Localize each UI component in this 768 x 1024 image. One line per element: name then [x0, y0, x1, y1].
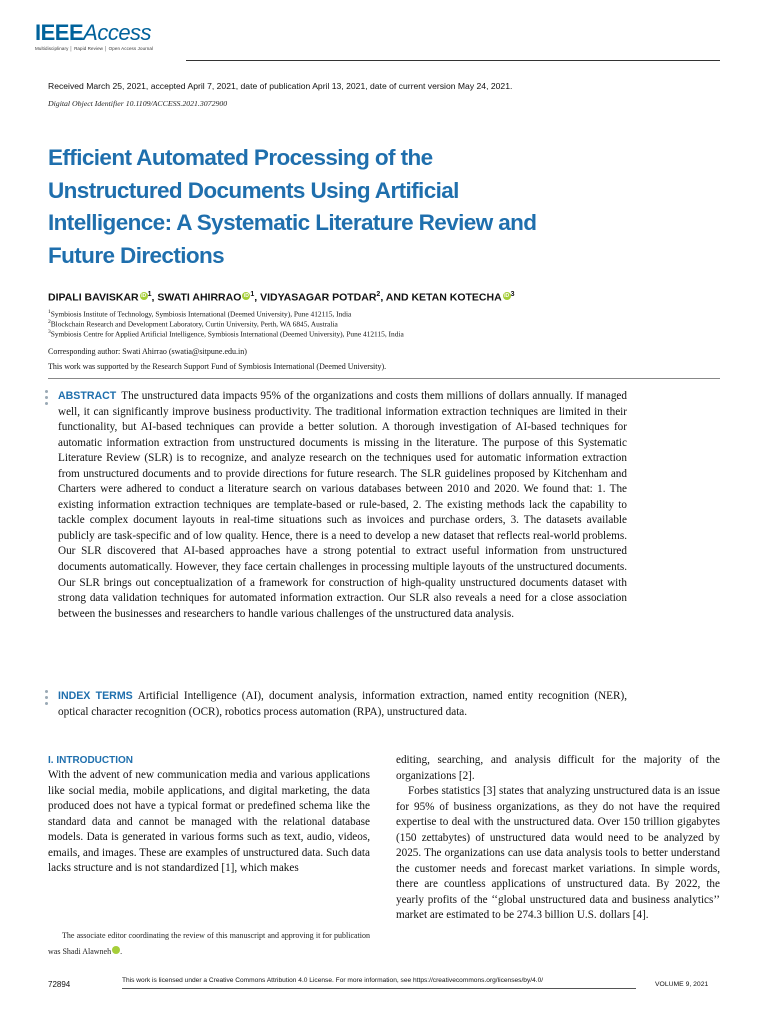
affiliation-text: Blockchain Research and Development Laboratory, Curtin University, Perth, WA 6845, Australia — [50, 319, 338, 329]
logo-ieee-text: IEEE — [35, 20, 84, 45]
index-terms-marker-icon — [45, 690, 49, 708]
author-list: DIPALI BAVISKAR iD $^1$, SWATI AHIRRAO iD $^1$, VIDYASAGAR POTDAR$^2$, AND KETAN KOTECHA iD $^3$ — [48, 291, 515, 304]
doi-line[interactable]: Digital Object Identifier 10.1109/ACCESS.2021.3072900 — [48, 99, 228, 108]
author-name: SWATI AHIRRAO — [157, 291, 242, 304]
footer-rule — [122, 988, 636, 989]
affiliation-text: Symbiosis Centre for Applied Artificial Intelligence, Symbiosis International (Deemed University), Pune 412115, India — [50, 329, 404, 339]
author-name: AND KETAN KOTECHA — [385, 291, 502, 304]
section-heading-introduction: I. INTRODUCTION — [48, 755, 133, 766]
index-terms-text: Artificial Intelligence (AI), document analysis, information extraction, named entity recognition (NER), optical character recognition (OCR), robotics process automation (RPA), unstructured data. — [58, 690, 627, 718]
section-rule — [48, 378, 720, 379]
paper-title: Efficient Automated Processing of the Unstructured Documents Using Artificial Intelligence: A Systematic Literature Review and Future Directions — [48, 145, 537, 268]
orcid-icon[interactable]: iD — [141, 292, 147, 299]
affiliation-text: Symbiosis Institute of Technology, Symbiosis International (Deemed University), Pune 412115, India — [50, 309, 352, 319]
index-terms-block — [58, 689, 627, 720]
page-number: 72894 — [48, 980, 71, 989]
intro-paragraph: Forbes statistics [3] states that analyzing unstructured data is an issue for 95% of business organizations, as they do not have the required expertise to deal with the unstructured data. Over 150 trillion gigabytes (150 zettabytes) of unstructured data would need to be analyzed by 2025. The organizations can use data analysis tools to better understand the customer needs and forecast market variations. In simple words, there are countless applications of unstructured data. By 2022, the yearly profits of the ‘‘global unstructured data and business analytics’’ market are estimated to be 274.3 billion U.S. dollars [4]. — [396, 785, 720, 922]
affiliation-sup: 1 — [48, 309, 51, 315]
journal-logo — [35, 20, 151, 46]
funding-note: This work was supported by the Research Support Fund of Symbiosis International (Deemed University). — [48, 362, 387, 371]
affiliation-item — [48, 328, 404, 339]
orcid-icon[interactable]: iD — [243, 292, 249, 299]
orcid-icon[interactable]: iD — [112, 946, 120, 954]
abstract-text: The unstructured data impacts 95% of the organizations and costs them millions of dollars annually. If managed well, it can significantly improve business productivity. The traditional information extraction techniques are limited in their functionality, but AI-based techniques can provide a better solution. A thorough investigation of AI-based techniques for automatic information extraction from unstructured documents is missing in the literature. The purpose of this Systematic Literature Review (SLR) is to recognize, and analyze research on the techniques used for automatic information extraction from unstructured documents and to provide directions for future research. The SLR guidelines proposed by Kitchenham and Charters were adhered to conduct a literature search on various databases between 2010 and 2020. We found that: 1. The existing information extraction techniques are template-based or rule-based, 2. The existing methods lack the capability to tackle complex document layouts in real-time situations such as invoices and purchase orders, 3. The datasets available publicly are task-specific and of low quality. Hence, there is a need to develop a new dataset that reflects real-world problems. Our SLR discovered that AI-based approaches have a strong potential to extract useful information from unstructured documents automatically. However, they face certain challenges in processing multiple layouts of the unstructured documents. Our SLR brings out conceptualization of a framework for construction of high-quality unstructured documents dataset with strong data validation techniques for automated information extraction. Our SLR also reveals a need for a close association between the businesses and researchers to handle various challenges of the unstructured data analysis. — [58, 390, 627, 620]
orcid-icon[interactable]: iD — [504, 292, 510, 299]
header-rule — [186, 60, 720, 61]
author-affil-sup: 3 — [510, 291, 515, 298]
abstract-label: ABSTRACT — [58, 390, 117, 402]
footnote-text: The associate editor coordinating the review of this manuscript and approving it for publication was Shadi Alawneh — [48, 931, 370, 956]
intro-left-column: With the advent of new communication media and various applications like social media, mobile applications, and digital marketing, the data produced does not have a typical format or predefined schema like the standard data and cannot be managed with the relational database models. Data is generated in various forms such as text, audio, videos, emails, and images. These are examples of unstructured data. Such data lacks structure and is not standardized [1], which makes — [48, 769, 370, 875]
author-name: DIPALI BAVISKAR — [48, 291, 139, 304]
author-affil-sup: 1 — [250, 291, 255, 298]
abstract-block — [58, 389, 627, 622]
corresponding-author: Corresponding author: Swati Ahirrao (swatia@sitpune.edu.in) — [48, 347, 247, 356]
affiliation-sup: 2 — [48, 319, 51, 325]
author-affil-sup: 2 — [376, 291, 381, 298]
intro-paragraph: editing, searching, and analysis difficult for the majority of the organizations [2]. — [396, 754, 720, 782]
index-terms-label: INDEX TERMS — [58, 690, 133, 702]
author-name: VIDYASAGAR POTDAR — [260, 291, 377, 304]
logo-access-text: Access — [83, 20, 152, 45]
intro-right-column — [396, 753, 720, 924]
volume-label: VOLUME 9, 2021 — [655, 981, 709, 988]
abstract-marker-icon — [45, 390, 49, 408]
author-affil-sup: 1 — [147, 291, 152, 298]
affiliation-sup: 3 — [48, 329, 51, 335]
received-dates: Received March 25, 2021, accepted April 7, 2021, date of publication April 13, 2021, date of current version May 24, 2021. — [48, 81, 513, 91]
editor-footnote: The associate editor coordinating the review of this manuscript and approving it for publication was Shadi Alawneh iD. — [48, 931, 370, 956]
license-notice[interactable]: This work is licensed under a Creative Commons Attribution 4.0 License. For more information, see https://creativecommons.org/licenses/by/4.0/ — [122, 977, 544, 984]
journal-tagline: Multidisciplinary │ Rapid Review │ Open Access Journal — [35, 46, 154, 51]
